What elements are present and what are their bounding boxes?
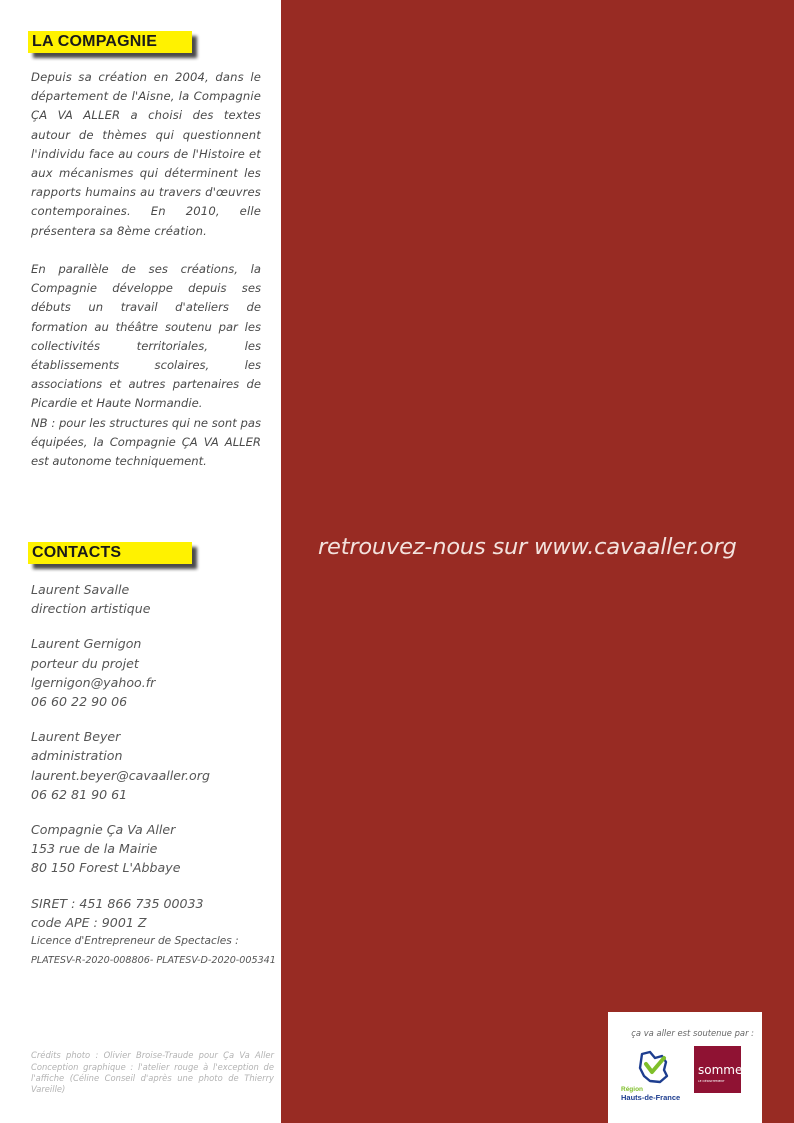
- somme-departement-logo: [694, 1046, 741, 1093]
- address-name: Compagnie Ça Va Aller: [31, 822, 176, 838]
- somme-subtext: LE DÉPARTEMENT: [698, 1079, 725, 1083]
- contact-role: administration: [31, 748, 123, 764]
- contact-beyer: [31, 727, 281, 804]
- support-box: [608, 1012, 762, 1123]
- licence-numbers: PLATESV-R-2020-008806- PLATESV-D-2020-005341: [31, 955, 276, 967]
- contact-gernigon: [31, 634, 281, 711]
- photo-credits: Crédits photo : Olivier Broise-Traude pour Ça Va Aller Conception graphique : l'atelier rouge à l'exception de l'affiche (Céline Conseil d'après une photo de Thierry Vareille): [31, 1050, 274, 1095]
- support-label: ça va aller est soutenue par :: [631, 1028, 754, 1038]
- contacts-heading: CONTACTS: [28, 542, 192, 564]
- company-address: [31, 820, 281, 878]
- siret-number: SIRET : 451 866 735 00033: [31, 895, 204, 911]
- contact-name: Laurent Beyer: [31, 729, 121, 745]
- contacts-heading-block: [28, 542, 192, 564]
- contact-savalle: [31, 580, 281, 618]
- website-tagline[interactable]: retrouvez-nous sur www.cavaaller.org: [318, 534, 737, 560]
- contact-phone: 06 60 22 90 06: [31, 694, 128, 710]
- somme-text: somme: [698, 1063, 741, 1077]
- contact-name: Laurent Gernigon: [31, 636, 142, 652]
- compagnie-heading-block: [28, 31, 192, 53]
- contact-name: Laurent Savalle: [31, 582, 130, 597]
- region-line2: Hauts-de-France: [621, 1093, 681, 1102]
- region-map-icon: [620, 1048, 690, 1106]
- region-line1: Région: [621, 1086, 644, 1093]
- contact-email[interactable]: laurent.beyer@cavaaller.org: [31, 767, 210, 783]
- contact-role: porteur du projet: [31, 655, 139, 671]
- right-panel: [281, 0, 794, 1123]
- ape-code: code APE : 9001 Z: [31, 914, 147, 930]
- contacts-list: [31, 580, 281, 986]
- company-legal: [31, 894, 281, 971]
- licence-label: Licence d'Entrepreneur de Spectacles :: [31, 935, 239, 948]
- contact-role: direction artistique: [31, 601, 151, 617]
- compagnie-paragraph-1: Depuis sa création en 2004, dans le département de l'Aisne, la Compagnie ÇA VA ALLER a choisi des textes autour de thèmes qui questionnent l'individu face au cours de l'Histoire et aux mécanismes qui déterminent les rapports humains au travers d'œuvres contemporaines. En 2010, elle présentera sa 8ème création.: [31, 70, 261, 238]
- somme-logo-mark: [694, 1046, 741, 1093]
- compagnie-heading: LA COMPAGNIE: [28, 31, 192, 53]
- address-street: 153 rue de la Mairie: [31, 841, 158, 857]
- contact-email[interactable]: lgernigon@yahoo.fr: [31, 674, 156, 690]
- compagnie-paragraph-2: En parallèle de ses créations, la Compagnie développe depuis ses débuts un travail d'ateliers de formation au théâtre soutenu par les collectivités territoriales, les établissements scolaires, les associations et autres partenaires de Picardie et Haute Normandie.: [31, 262, 261, 411]
- contact-phone: 06 62 81 90 61: [31, 786, 128, 802]
- compagnie-paragraph-3: NB : pour les structures qui ne sont pas équipées, la Compagnie ÇA VA ALLER est autonome techniquement.: [31, 416, 261, 469]
- region-hauts-de-france-logo: [620, 1048, 690, 1106]
- address-city: 80 150 Forest L'Abbaye: [31, 860, 181, 876]
